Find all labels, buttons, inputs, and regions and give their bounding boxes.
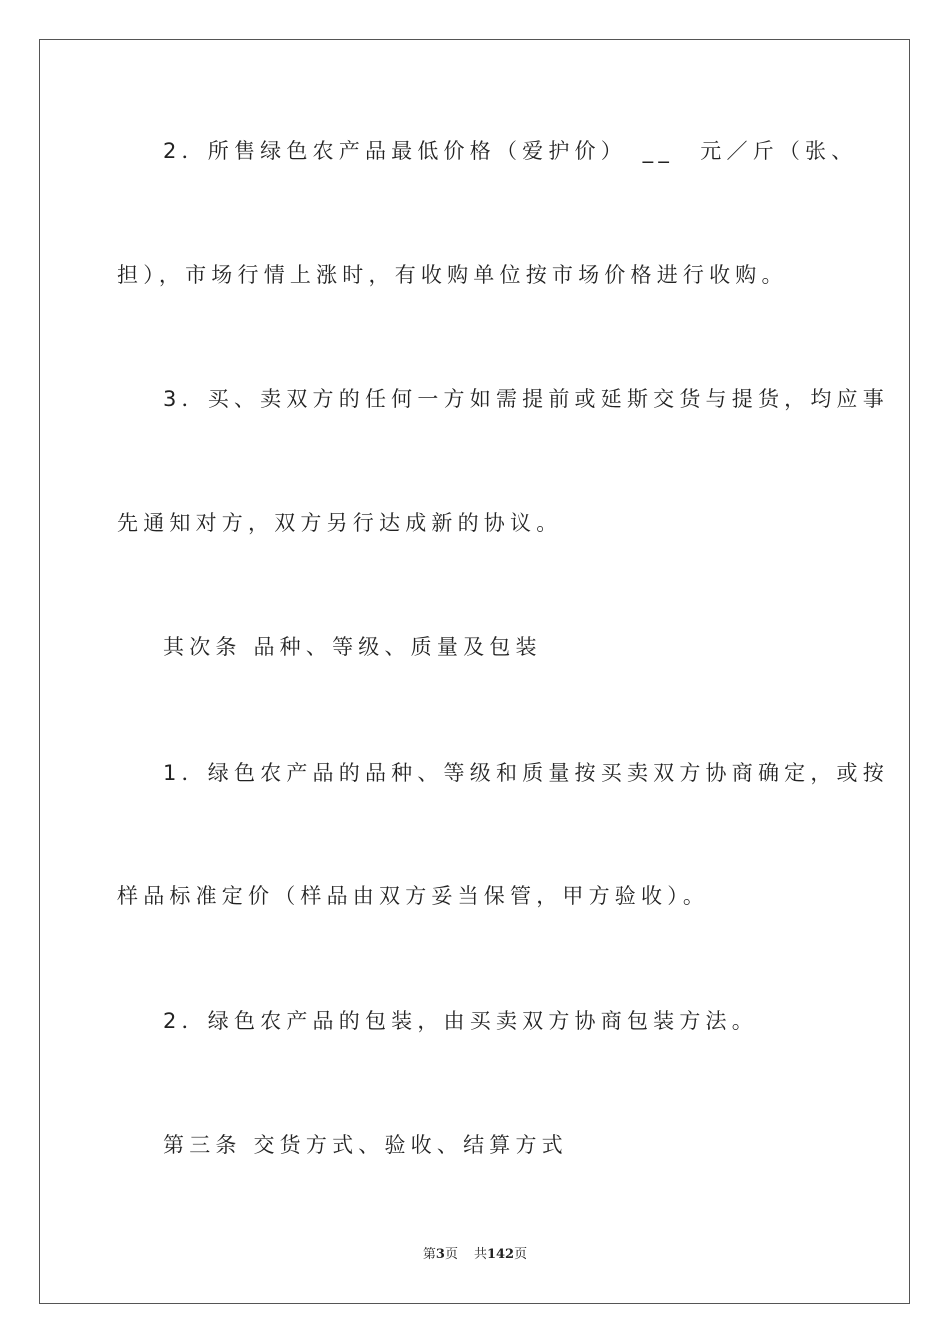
page-number: 3 <box>435 1247 445 1262</box>
page-prefix: 第 <box>422 1247 436 1262</box>
paragraph-line: 1．绿色农产品的品种、等级和质量按买卖双方协商确定，或按 <box>163 761 889 785</box>
page-footer <box>0 1246 950 1264</box>
total-prefix: 共 <box>473 1247 487 1262</box>
paragraph-line: 2．绿色农产品的包装，由买卖双方协商包装方法。 <box>163 1009 758 1033</box>
total-suffix: 页 <box>514 1247 528 1262</box>
paragraph-line: 先通知对方，双方另行达成新的协议。 <box>117 511 563 535</box>
paragraph-line: 样品标准定价（样品由双方妥当保管，甲方验收）。 <box>117 884 710 908</box>
paragraph-line: 2．所售绿色农产品最低价格（爱护价） __ 元／斤（张、 <box>163 139 858 163</box>
total-pages: 142 <box>486 1247 515 1262</box>
paragraph-line: 担），市场行情上涨时，有收购单位按市场价格进行收购。 <box>117 263 788 287</box>
section-heading: 其次条 品种、等级、质量及包装 <box>163 635 542 659</box>
section-heading: 第三条 交货方式、验收、结算方式 <box>163 1133 568 1157</box>
paragraph-line: 3．买、卖双方的任何一方如需提前或延斯交货与提货，均应事 <box>163 387 889 411</box>
page-suffix: 页 <box>444 1247 458 1262</box>
page-border <box>39 39 910 1304</box>
